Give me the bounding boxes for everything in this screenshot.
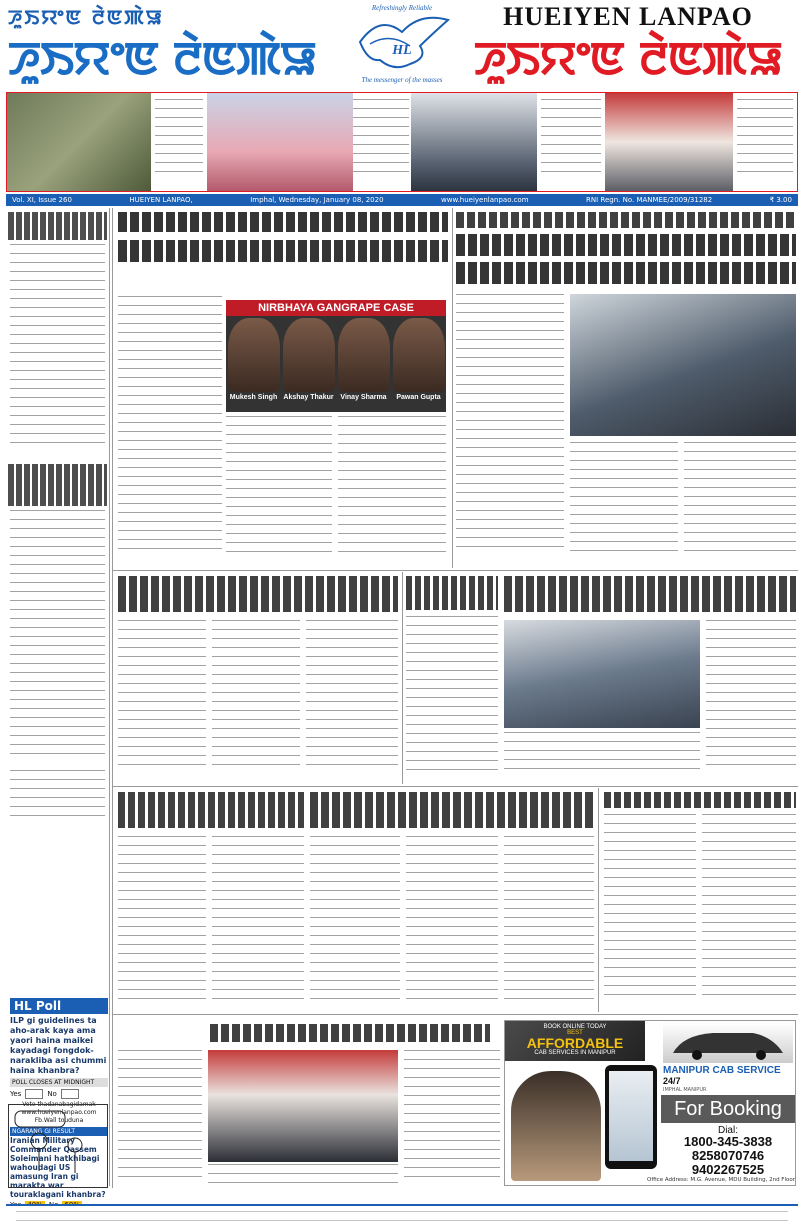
nirbhaya-photo: [226, 300, 446, 412]
ad-brand-sub: IMPHAL MANIPUR: [663, 1087, 707, 1093]
story4-body-1: [504, 732, 700, 772]
story5-headline: [118, 792, 304, 828]
photo-pottery: [7, 93, 151, 191]
ad-cab-services: CAB SERVICES IN MANIPUR: [534, 1050, 616, 1056]
photo-press-meet: [208, 1050, 398, 1162]
story2-headline: [118, 576, 398, 612]
story8-col-1: [118, 1050, 202, 1180]
caption-3: [541, 99, 601, 179]
story7-headline: [604, 792, 796, 808]
story2-col-1: [118, 620, 206, 772]
story6-col-1: [310, 836, 400, 1000]
name-4: Pawan Gupta: [396, 394, 441, 401]
left-story-2: [10, 510, 105, 760]
masthead-left-small: ꯍꯨꯏꯌꯦꯟ ꯂꯥꯟꯄꯥꯎ: [8, 5, 164, 29]
poll-no-box[interactable]: [61, 1089, 79, 1099]
story3-body: [406, 616, 498, 772]
story6-col-2: [406, 836, 498, 1000]
vote-line-2[interactable]: www.hueiyenlanpao.com: [21, 1109, 97, 1116]
footer-imprint: [6, 1204, 798, 1226]
story4-headline: [504, 576, 796, 612]
story7-col-1: [604, 814, 696, 1000]
story2-col-3: [306, 620, 398, 772]
vote-line-3: Fb.Wall touduna: [34, 1117, 84, 1124]
masthead-logo: [350, 2, 454, 88]
left-story-1: [10, 244, 105, 444]
ad-phone-3[interactable]: 9402267525: [691, 1162, 765, 1177]
ad-phone-2[interactable]: 8258070746: [691, 1148, 765, 1163]
poll-closes: POLL CLOSES AT MIDNIGHT: [10, 1078, 108, 1087]
dateline-bar: [6, 194, 798, 206]
story6-col-3: [504, 836, 594, 1000]
price: ₹ 3.00: [769, 196, 792, 204]
poll-options[interactable]: [10, 1089, 108, 1099]
ad-office-address: Office Address: M.G. Avenue, MDU Building, 2nd Floor: [647, 1177, 795, 1183]
poll-yes-label: Yes: [10, 1090, 22, 1098]
story5-col-1: [118, 836, 206, 1000]
story4-body-2: [706, 620, 796, 772]
cab-advertisement[interactable]: [504, 1020, 796, 1186]
lead-story-col-1: [118, 296, 222, 552]
poll-heading: HL Poll: [10, 998, 108, 1014]
website: www.hueiyenlanpao.com: [441, 196, 529, 204]
ad-brand: [663, 1065, 793, 1087]
lead-story-col-2: [226, 416, 332, 552]
right-lead-kicker: [456, 212, 796, 228]
right-lead-headline-1: [456, 234, 796, 256]
right-lead-col-2: [570, 442, 678, 552]
lead-headline-line-2: [118, 240, 448, 262]
right-lead-col-1: [456, 294, 564, 552]
publish-date: Imphal, Wednesday, January 08, 2020: [250, 196, 384, 204]
right-lead-col-3: [684, 442, 796, 552]
left-story-3: [10, 770, 105, 820]
story3-headline: [406, 576, 498, 610]
tagline: Refreshingly Reliable: [371, 4, 433, 12]
dove-caption: The messenger of the masses: [361, 76, 443, 84]
vote-line-1: Vote thadanabagidamak: [22, 1101, 96, 1108]
story8-col-3: [404, 1050, 500, 1180]
masthead-right-title: ꯍꯨꯏꯌꯦꯟ ꯂꯥꯟꯄꯥꯎ: [473, 31, 783, 85]
story6-headline: [310, 792, 594, 828]
poll-no-label: No: [47, 1090, 57, 1098]
nirbhaya-title: NIRBHAYA GANGRAPE CASE: [226, 300, 446, 316]
photo-meeting: [411, 93, 537, 191]
right-lead-headline-2: [456, 262, 796, 284]
ad-brand-name: MANIPUR CAB SERVICE: [663, 1065, 781, 1076]
face-1: [228, 318, 280, 392]
story2-col-2: [212, 620, 300, 772]
result-question: Iranian Military Commander Qassem Soleimani hatkhibagi wahoudagi US amasung Iran gi marakta war touraklagani khanbra?: [10, 1136, 106, 1199]
poll-question: ILP gi guidelines ta aho-arak kaya ama yaori haina maikei kayadagi fongdok-narakliba asi chummi haina khanbra?: [10, 1016, 107, 1075]
story7-col-2: [702, 814, 796, 1000]
ad-car-icon: [663, 1023, 793, 1063]
face-2: [283, 318, 335, 392]
ad-dial-label: Dial:: [717, 1125, 738, 1136]
ad-phone-1[interactable]: 1800-345-3838: [683, 1134, 773, 1149]
caption-2: [353, 99, 409, 179]
story5-col-2: [212, 836, 304, 1000]
name-3: Vinay Sharma: [340, 394, 387, 401]
ad-phone-icon: [605, 1065, 657, 1169]
paper-name: HUEIYEN LANPAO,: [129, 196, 193, 204]
ad-brand-247: 24/7: [663, 1076, 681, 1086]
ad-best: BEST: [567, 1030, 583, 1036]
lead-story-col-3: [338, 416, 446, 552]
photo-award: [570, 294, 796, 436]
left-headline-1: [8, 212, 107, 240]
masthead-left-title: ꯍꯨꯏꯌꯦꯟ ꯂꯥꯟꯄꯥꯎ: [8, 31, 317, 85]
rni-number: RNI Regn. No. MANMEE/2009/31282: [586, 196, 713, 204]
story8-caption-body: [208, 1164, 398, 1184]
issue-number: Vol. XI, Issue 260: [12, 196, 72, 204]
caption-4: [737, 99, 793, 179]
logo-text: HL: [392, 43, 412, 58]
poll-yes-box[interactable]: [25, 1089, 43, 1099]
photo-queen: [207, 93, 353, 191]
ad-affordable: AFFORDABLE: [526, 1035, 624, 1051]
cartoon: [8, 1104, 108, 1188]
face-4: [393, 318, 445, 392]
ad-model-photo: [511, 1071, 601, 1181]
name-2: Akshay Thakur: [283, 394, 334, 401]
caption-1: [155, 99, 203, 179]
ad-book-online: BOOK ONLINE TODAY: [543, 1024, 607, 1030]
cartoon-drawing-icon: [9, 1105, 107, 1187]
result-heading: NGARANG GI RESULT: [10, 1127, 108, 1136]
left-headline-2: [8, 464, 107, 506]
ad-for-booking: For Booking: [661, 1095, 795, 1123]
masthead-right-small: HUEIYEN LANPAO: [503, 2, 753, 31]
photo-protest: [504, 620, 700, 728]
face-3: [338, 318, 390, 392]
name-1: Mukesh Singh: [229, 394, 278, 401]
story8-headline: [210, 1024, 490, 1042]
lead-headline-line-1: [118, 212, 448, 232]
photo-ribbon: [605, 93, 733, 191]
top-photo-strip: [6, 92, 798, 192]
dove-logo-icon: [350, 2, 454, 88]
